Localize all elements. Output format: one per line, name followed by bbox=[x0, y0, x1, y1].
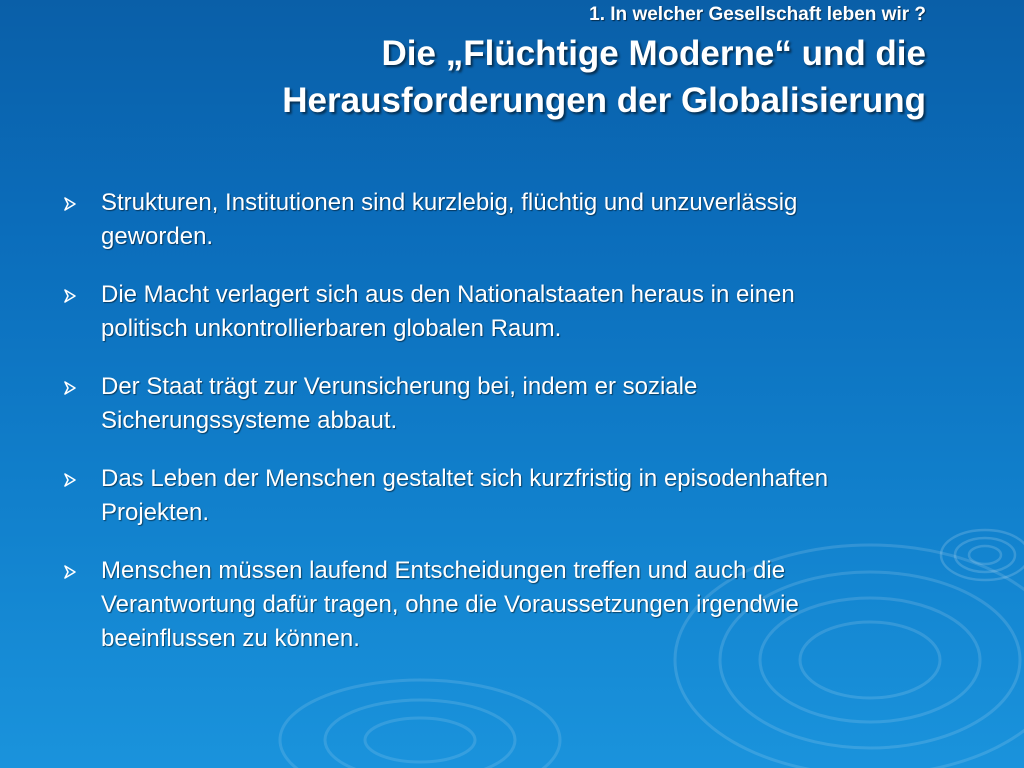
slide-subtitle: 1. In welcher Gesellschaft leben wir ? bbox=[589, 4, 926, 25]
slide-title bbox=[66, 30, 926, 124]
bullet-list bbox=[62, 186, 982, 680]
bullet-item bbox=[62, 370, 982, 438]
chevron-arrow-icon bbox=[62, 380, 78, 396]
slide-header bbox=[66, 4, 926, 124]
bullet-item bbox=[62, 462, 982, 530]
bullet-text-line: Verantwortung dafür tragen, ohne die Voraussetzungen irgendwie bbox=[101, 591, 799, 618]
slide-title-line: Die „Flüchtige Moderne“ und die bbox=[381, 34, 926, 73]
chevron-arrow-icon bbox=[62, 564, 78, 580]
bullet-text-line: Menschen müssen laufend Entscheidungen treffen und auch die bbox=[101, 557, 786, 584]
bullet-item bbox=[62, 186, 982, 254]
bullet-text-line: Strukturen, Institutionen sind kurzlebig, flüchtig und unzuverlässig bbox=[101, 189, 798, 216]
bullet-text-line: geworden. bbox=[101, 223, 214, 250]
bullet-item bbox=[62, 278, 982, 346]
bullet-text-line: Sicherungssysteme abbaut. bbox=[101, 407, 398, 434]
bullet-text-line: Der Staat trägt zur Verunsicherung bei, indem er soziale bbox=[101, 373, 698, 400]
bullet-text-line: Projekten. bbox=[101, 499, 210, 526]
bullet-text-line: beeinflussen zu können. bbox=[101, 625, 360, 652]
chevron-arrow-icon bbox=[62, 472, 78, 488]
bullet-text-line: Die Macht verlagert sich aus den Nationalstaaten heraus in einen bbox=[101, 281, 795, 308]
ripple-bottom bbox=[280, 680, 560, 768]
slide-title-line: Herausforderungen der Globalisierung bbox=[282, 81, 926, 120]
bullet-text-line: Das Leben der Menschen gestaltet sich kurzfristig in episodenhaften bbox=[101, 465, 829, 492]
bullet-text-line: politisch unkontrollierbaren globalen Raum. bbox=[101, 315, 562, 342]
bullet-item bbox=[62, 554, 982, 656]
chevron-arrow-icon bbox=[62, 288, 78, 304]
chevron-arrow-icon bbox=[62, 196, 78, 212]
